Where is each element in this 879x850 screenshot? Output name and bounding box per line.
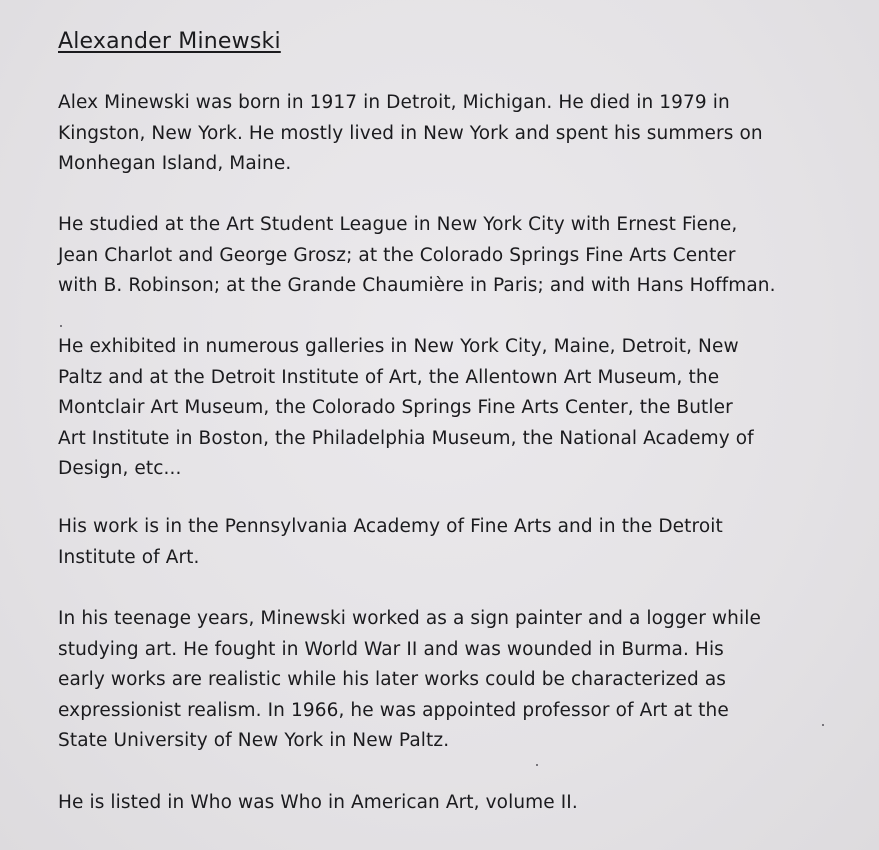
paragraph-biography <box>58 604 858 757</box>
text-line: expressionist realism. In 1966, he was appointed professor of Art at the <box>58 699 729 721</box>
text-line: Design, etc... <box>58 458 182 479</box>
paper-speck <box>60 325 62 327</box>
document-title: Alexander Minewski <box>58 29 281 54</box>
text-line: State University of New York in New Paltz. <box>58 730 450 751</box>
text-line: Kingston, New York. He mostly lived in New York and spent his summers on <box>58 122 763 144</box>
paragraph-listing <box>58 788 858 819</box>
text-line: In his teenage years, Minewski worked as a sign painter and a logger while <box>58 608 761 629</box>
paper-speck <box>536 764 538 766</box>
paragraph-exhibitions <box>58 332 858 485</box>
text-line: with B. Robinson; at the Grande Chaumière in Paris; and with Hans Hoffman. <box>58 275 776 296</box>
paragraph-birth-death <box>58 88 858 180</box>
text-line: His work is in the Pennsylvania Academy of Fine Arts and in the Detroit <box>58 516 723 537</box>
paragraph-collections <box>58 512 858 573</box>
text-line: He is listed in Who was Who in American Art, volume II. <box>58 792 578 813</box>
text-line: Jean Charlot and George Grosz; at the Colorado Springs Fine Arts Center <box>58 244 736 266</box>
text-line: early works are realistic while his later works could be characterized as <box>58 669 727 690</box>
text-line: He studied at the Art Student League in New York City with Ernest Fiene, <box>58 214 738 235</box>
text-line: Montclair Art Museum, the Colorado Springs Fine Arts Center, the Butler <box>58 397 733 418</box>
text-line: Paltz and at the Detroit Institute of Art, the Allentown Art Museum, the <box>58 366 720 388</box>
text-line: Alex Minewski was born in 1917 in Detroit, Michigan. He died in 1979 in <box>58 92 730 113</box>
text-line: Monhegan Island, Maine. <box>58 153 292 174</box>
text-line: Art Institute in Boston, the Philadelphia Museum, the National Academy of <box>58 427 754 449</box>
paragraph-education <box>58 210 858 302</box>
paper-speck <box>822 724 824 726</box>
text-line: Institute of Art. <box>58 546 200 568</box>
text-line: He exhibited in numerous galleries in New York City, Maine, Detroit, New <box>58 336 739 357</box>
text-line: studying art. He fought in World War II and was wounded in Burma. His <box>58 638 724 660</box>
